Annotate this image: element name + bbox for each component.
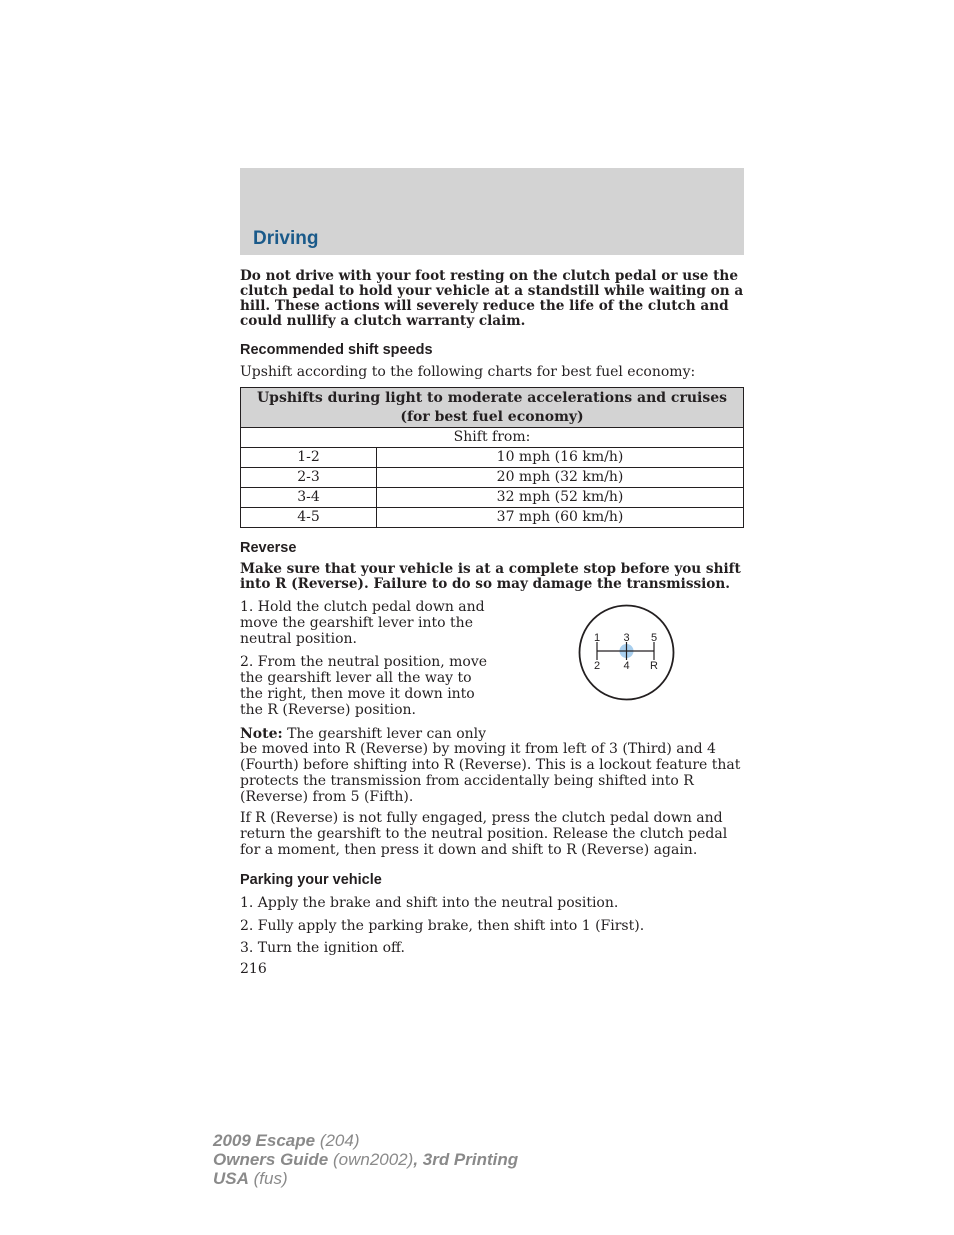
- note-label: Note:: [240, 726, 283, 742]
- parking-heading: Parking your vehicle: [240, 872, 382, 888]
- reverse-note-line1: [240, 726, 500, 742]
- footer-printing: , 3rd Printing: [413, 1150, 519, 1169]
- table-row: [241, 488, 744, 508]
- footer-guide-code: (own2002): [328, 1150, 414, 1169]
- reverse-step-2: 2. From the neutral position, move the gearshift lever all the way to the right, then move it down into the R (Reverse) position.: [240, 654, 488, 718]
- gear-label-2: 2: [593, 660, 601, 672]
- note-text-line1: The gearshift lever can only: [282, 726, 487, 742]
- footer-market-code: (fus): [248, 1169, 288, 1188]
- table-row: [241, 468, 744, 488]
- footer-market: USA: [213, 1169, 249, 1188]
- speed-cell: 10 mph (16 km/h): [377, 448, 744, 468]
- speed-cell: 37 mph (60 km/h): [377, 508, 744, 528]
- section-title: Driving: [253, 228, 319, 249]
- shift-speeds-table: [240, 387, 744, 528]
- reverse-note-rest: be moved into R (Reverse) by moving it from left of 3 (Third) and 4 (Fourth) before shifting into R (Reverse). This is a lockout feature that protects the transmission from accidentally being shifted into R (Reverse) from 5 (Fifth).: [240, 741, 741, 805]
- table-row: [241, 448, 744, 468]
- speed-cell: 32 mph (52 km/h): [377, 488, 744, 508]
- table-caption: Upshifts during light to moderate accelerations and cruises (for best fuel economy): [241, 388, 744, 428]
- gear-cell: 4-5: [241, 508, 377, 528]
- gear-cell: 3-4: [241, 488, 377, 508]
- gear-cell: 2-3: [241, 468, 377, 488]
- page-number: 216: [240, 961, 267, 977]
- shift-speeds-heading: Recommended shift speeds: [240, 342, 433, 358]
- reverse-warning: Make sure that your vehicle is at a complete stop before you shift into R (Reverse). Failure to do so may damage the transmission.: [240, 561, 741, 592]
- gear-label-3: 3: [623, 632, 630, 644]
- table-subheader: Shift from:: [241, 428, 744, 448]
- speed-cell: 20 mph (32 km/h): [377, 468, 744, 488]
- reverse-not-engaged: If R (Reverse) is not fully engaged, press the clutch pedal down and return the gearshift to the neutral position. Release the clutch pedal for a moment, then press it down and shift to R (Reverse) again.: [240, 810, 728, 858]
- footer-model-code: (204): [315, 1131, 360, 1150]
- parking-step-3: 3. Turn the ignition off.: [240, 940, 405, 956]
- gear-label-5: 5: [650, 632, 658, 644]
- gear-label-r: R: [650, 660, 658, 672]
- gearshift-pattern-diagram: [578, 604, 675, 701]
- parking-step-2: 2. Fully apply the parking brake, then shift into 1 (First).: [240, 918, 645, 934]
- reverse-step-1: 1. Hold the clutch pedal down and move the gearshift lever into the neutral position.: [240, 599, 485, 647]
- document-footer: [213, 1131, 518, 1188]
- footer-model: 2009 Escape: [213, 1131, 316, 1150]
- gear-label-1: 1: [593, 632, 601, 644]
- clutch-warning: Do not drive with your foot resting on the clutch pedal or use the clutch pedal to hold your vehicle at a standstill while waiting on a hill. These actions will severely reduce the life of the clutch and could nullify a clutch warranty claim.: [240, 268, 744, 329]
- table-row: [241, 508, 744, 528]
- footer-guide: Owners Guide: [213, 1150, 329, 1169]
- gear-cell: 1-2: [241, 448, 377, 468]
- shift-speeds-intro: Upshift according to the following charts for best fuel economy:: [240, 364, 696, 380]
- gear-label-4: 4: [623, 660, 630, 672]
- parking-step-1: 1. Apply the brake and shift into the neutral position.: [240, 895, 619, 911]
- reverse-heading: Reverse: [240, 540, 297, 556]
